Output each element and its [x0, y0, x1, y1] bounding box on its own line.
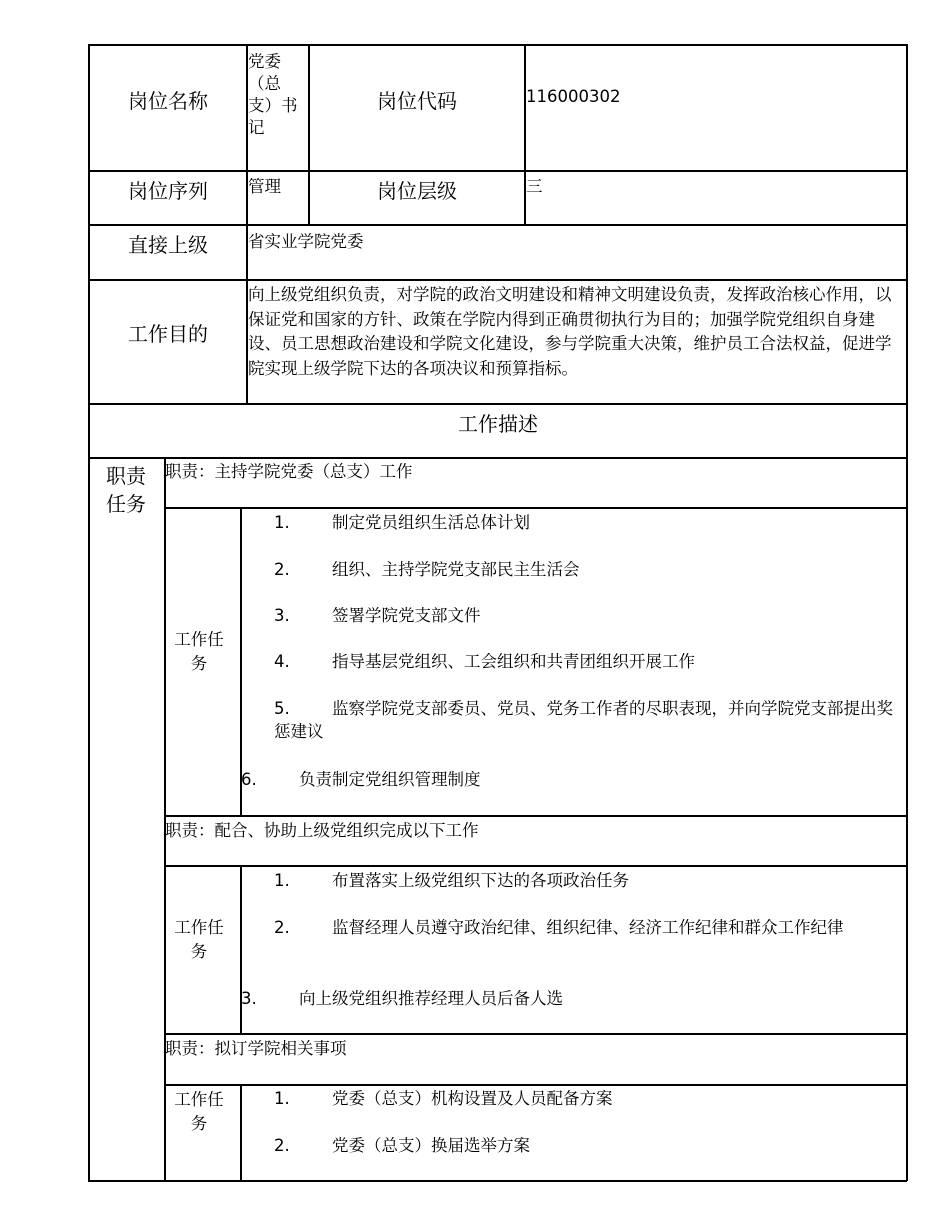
task-item [274, 1087, 894, 1110]
row-divider [88, 170, 907, 172]
task-item [274, 1134, 894, 1157]
task-number: 1. [274, 871, 290, 890]
task-item [274, 869, 894, 892]
task-item [274, 916, 896, 939]
duty-title: 职责：配合、协助上级党组织完成以下工作 [165, 821, 479, 840]
task-text: 布置落实上级党组织下达的各项政治任务 [332, 871, 629, 890]
superior-label: 直接上级 [128, 233, 208, 257]
task-number: 2. [274, 560, 290, 579]
duty-divider [164, 865, 907, 867]
row-divider [88, 403, 907, 405]
table-border-bottom [88, 1180, 907, 1182]
post-level-value: 三 [526, 177, 543, 196]
task-item [274, 697, 896, 743]
task-number: 4. [274, 652, 290, 671]
post-level-label: 岗位层级 [377, 179, 457, 203]
post-seq-label: 岗位序列 [128, 179, 208, 203]
purpose-value: 向上级党组织负责，对学院的政治文明建设和精神文明建设负责，发挥政治核心作用，以保证党和国家的方针、政策在学院内得到正确贯彻执行为目的；加强学院党组织自身建设、员工思想政治建设和学院文化建设，参与学院重大决策，维护员工合法权益，促进学院实现上级学院下达的各项决议和预算指标。 [248, 285, 892, 378]
task-number: 3. [274, 606, 290, 625]
description-title: 工作描述 [458, 412, 538, 436]
post-code-value: 116000302 [526, 87, 621, 106]
task-label: 工作任务 [174, 918, 224, 961]
post-code-label: 岗位代码 [377, 89, 457, 113]
task-text: 组织、主持学院党支部民主生活会 [332, 560, 580, 579]
post-name-label: 岗位名称 [128, 89, 208, 113]
task-number: 1. [274, 513, 290, 532]
task-number: 6. [241, 770, 257, 789]
row-divider [88, 457, 907, 459]
task-number: 2. [274, 1136, 290, 1155]
col-divider [164, 457, 166, 1181]
task-text: 党委（总支）机构设置及人员配备方案 [332, 1089, 613, 1108]
superior-value: 省实业学院党委 [248, 232, 364, 251]
task-item [241, 768, 891, 791]
duty-title: 职责：主持学院党委（总支）工作 [165, 462, 413, 481]
task-number: 5. [274, 699, 290, 718]
task-number: 2. [274, 918, 290, 937]
duty-divider [164, 507, 907, 509]
task-text: 监察学院党支部委员、党员、党务工作者的尽职表现，并向学院党支部提出奖惩建议 [274, 699, 893, 741]
task-item [274, 604, 894, 627]
row-divider [88, 279, 907, 281]
task-item [274, 558, 894, 581]
task-item [274, 511, 894, 534]
task-text: 签署学院党支部文件 [332, 606, 481, 625]
task-item [241, 987, 891, 1010]
table-border-right [906, 44, 908, 1181]
table-border-left [88, 44, 90, 1181]
duty-divider [164, 1033, 907, 1035]
col-divider [240, 1084, 242, 1181]
task-number: 1. [274, 1089, 290, 1108]
table-border-top [88, 44, 907, 46]
task-text: 党委（总支）换届选举方案 [332, 1136, 530, 1155]
task-text: 向上级党组织推荐经理人员后备人选 [299, 989, 563, 1008]
task-text: 监督经理人员遵守政治纪律、组织纪律、经济工作纪律和群众工作纪律 [332, 918, 844, 937]
task-text: 制定党员组织生活总体计划 [332, 513, 530, 532]
task-item [274, 650, 894, 673]
post-name-value: 党委（总支）书记 [248, 52, 298, 137]
task-label: 工作任务 [174, 1090, 224, 1133]
purpose-label: 工作目的 [128, 322, 208, 346]
post-seq-value: 管理 [248, 177, 281, 196]
task-text: 负责制定党组织管理制度 [299, 770, 481, 789]
task-label: 工作任务 [174, 630, 224, 673]
duties-label: 职责任务 [106, 464, 146, 516]
task-text: 指导基层党组织、工会组织和共青团组织开展工作 [332, 652, 695, 671]
duty-divider [164, 815, 907, 817]
duty-title: 职责：拟订学院相关事项 [165, 1039, 347, 1058]
row-divider [88, 224, 907, 226]
duty-divider [164, 1084, 907, 1086]
task-number: 3. [241, 989, 257, 1008]
